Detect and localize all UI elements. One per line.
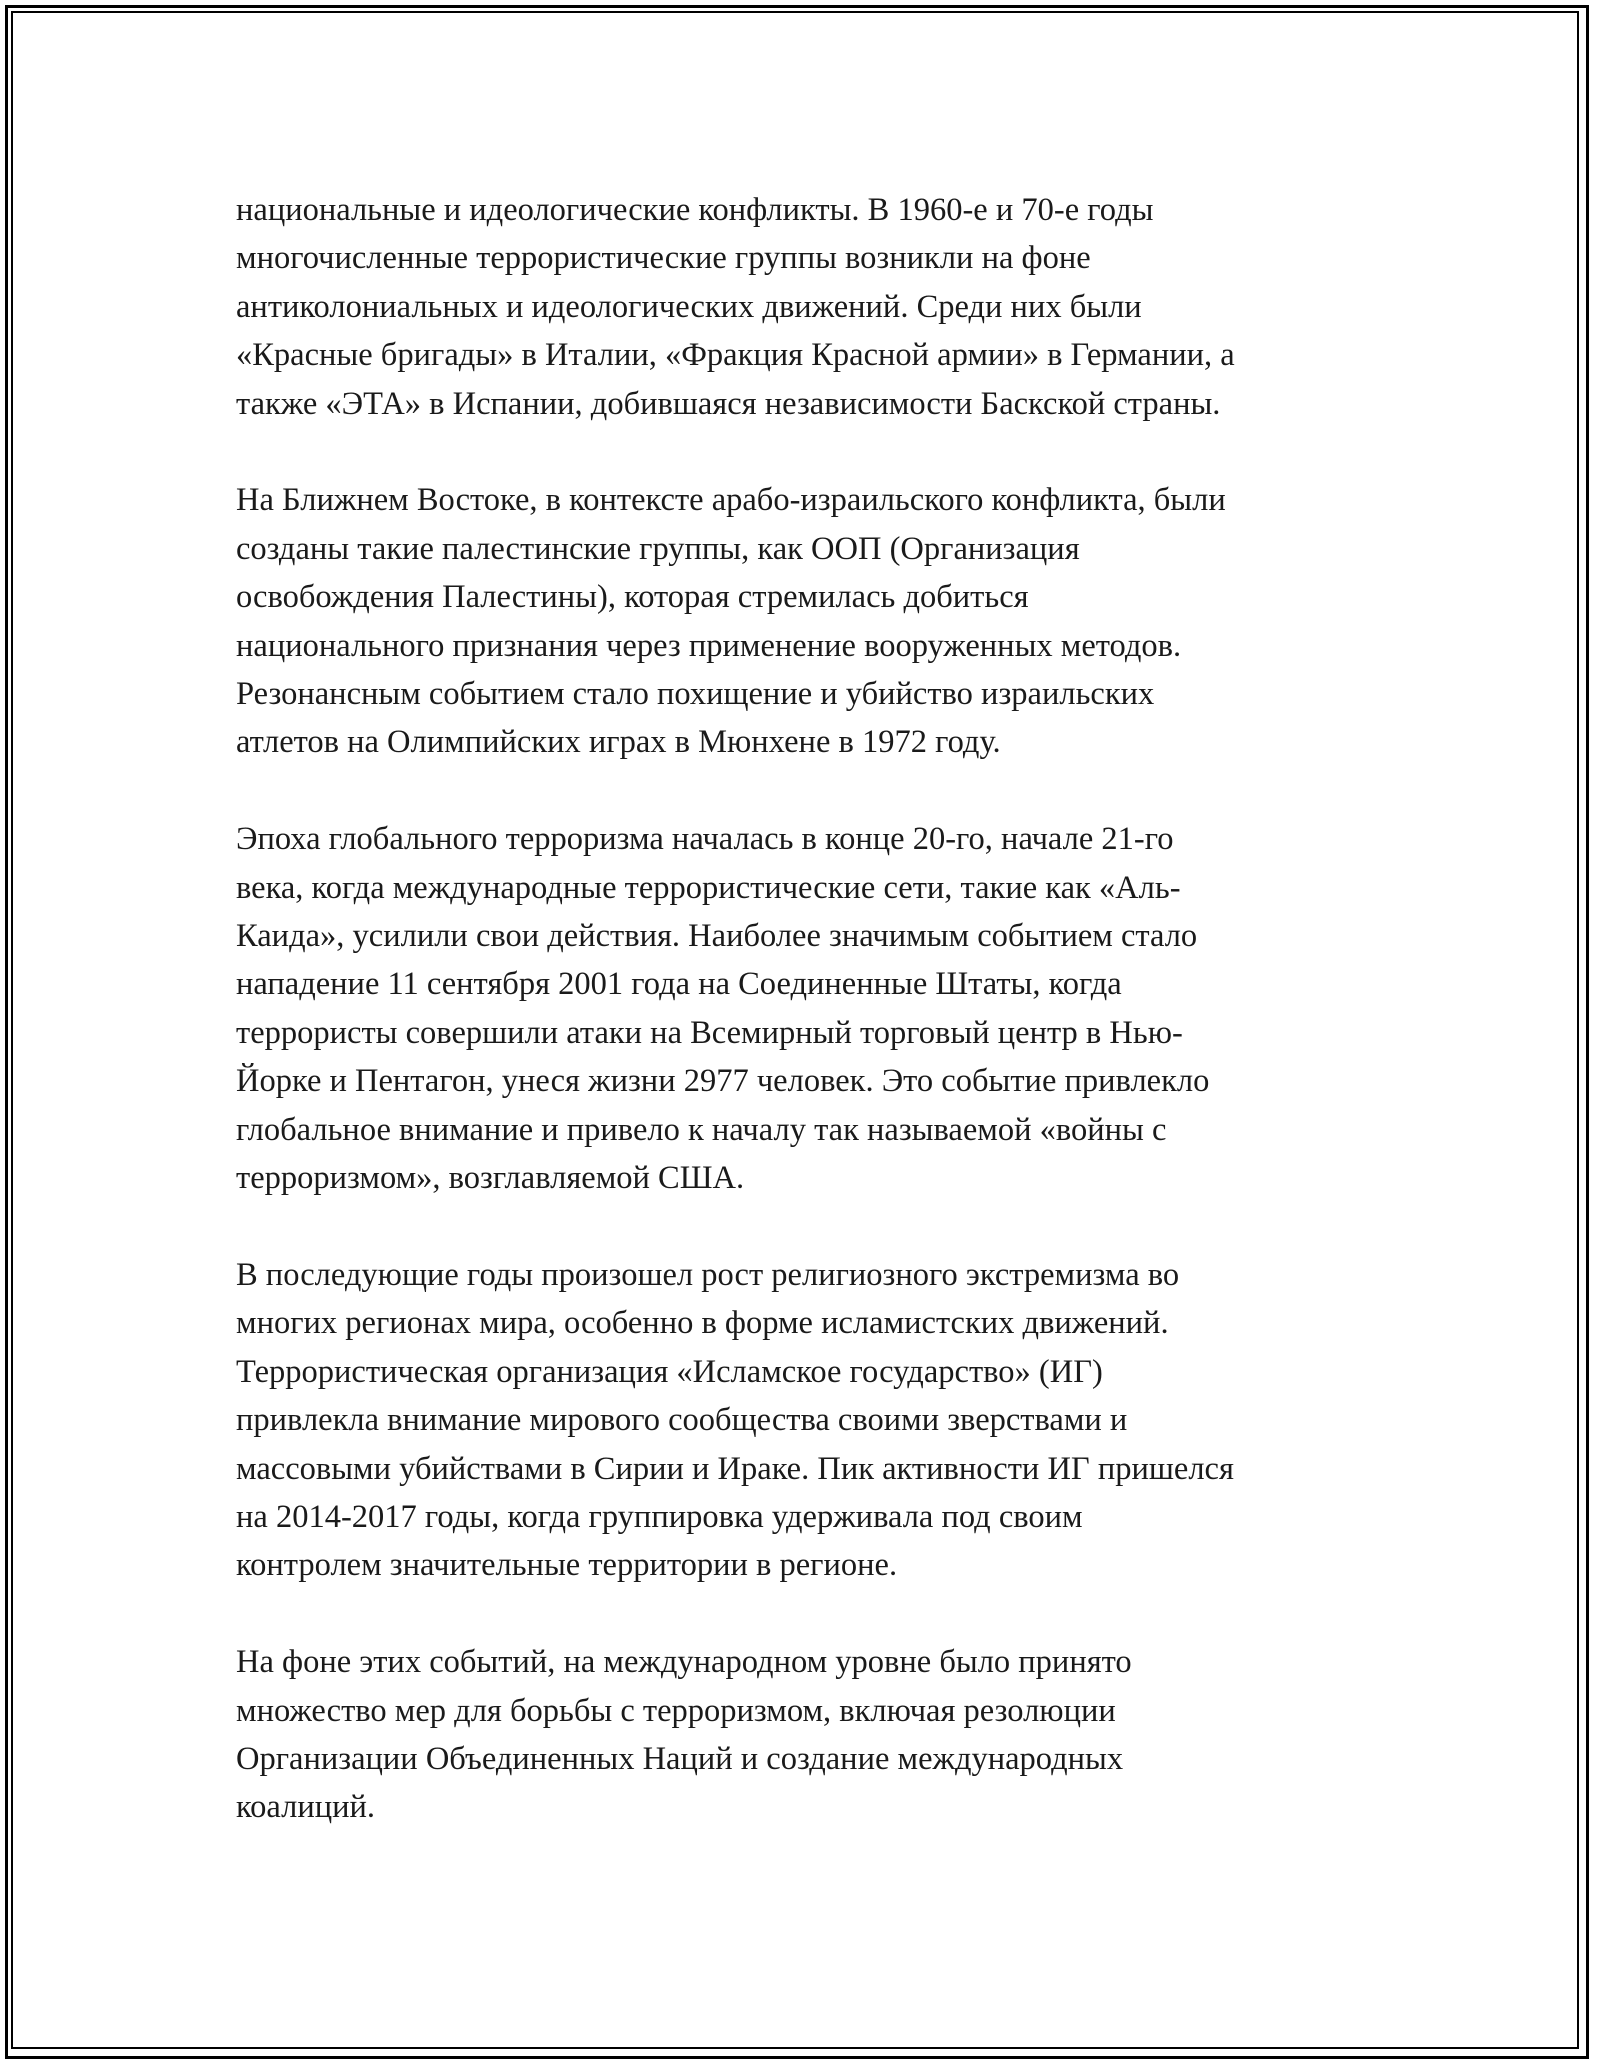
paragraph: национальные и идеологические конфликты. В 1960-е и 70-е годы многочисленные террористические группы возникли на фоне антиколониальных и идеологических движений. Среди них были «Красные бригады» в Италии, «Фракция Красной армии» в Германии, а также «ЭТА» в Испании, добившаяся независимости Баскской страны. — [236, 192, 1235, 422]
paragraph: На Ближнем Востоке, в контексте арабо-израильского конфликта, были созданы такие палестинские группы, как ООП (Организация освобождения Палестины), которая стремилась добиться национального признания через применение вооруженных методов. Резонансным событием стало похищение и убийство израильских атлетов на Олимпийских играх в Мюнхене в 1972 году. — [236, 482, 1226, 761]
paragraph: В последующие годы произошел рост религиозного экстремизма во многих регионах мира, особенно в форме исламистских движений. Террористическая организация «Исламское государство» (ИГ) привлекла внимание мирового сообщества своими зверствами и массовыми убийствами в Сирии и Ираке. Пик активности ИГ пришелся на 2014-2017 годы, когда группировка удерживала под своим контролем значительные территории в регионе. — [236, 1256, 1234, 1584]
document-body — [236, 186, 1386, 1832]
paragraph: Эпоха глобального терроризма началась в конце 20-го, начале 21-го века, когда международные террористические сети, такие как «Аль- Каида», усилили свои действия. Наиболее значимым событием стало нападение 11 сентября 2001 года на Соединенные Штаты, когда террористы совершили атаки на Всемирный торговый центр в Нью- Йорке и Пентагон, унеся жизни 2977 человек. Это событие привлекло глобальное внимание и привело к началу так называемой «войны с терроризмом», возглавляемой США. — [236, 821, 1210, 1197]
paragraph: На фоне этих событий, на международном уровне было принято множество мер для борьбы с терроризмом, включая резолюции Организации Объединенных Наций и создание международных коалиций. — [236, 1644, 1132, 1826]
